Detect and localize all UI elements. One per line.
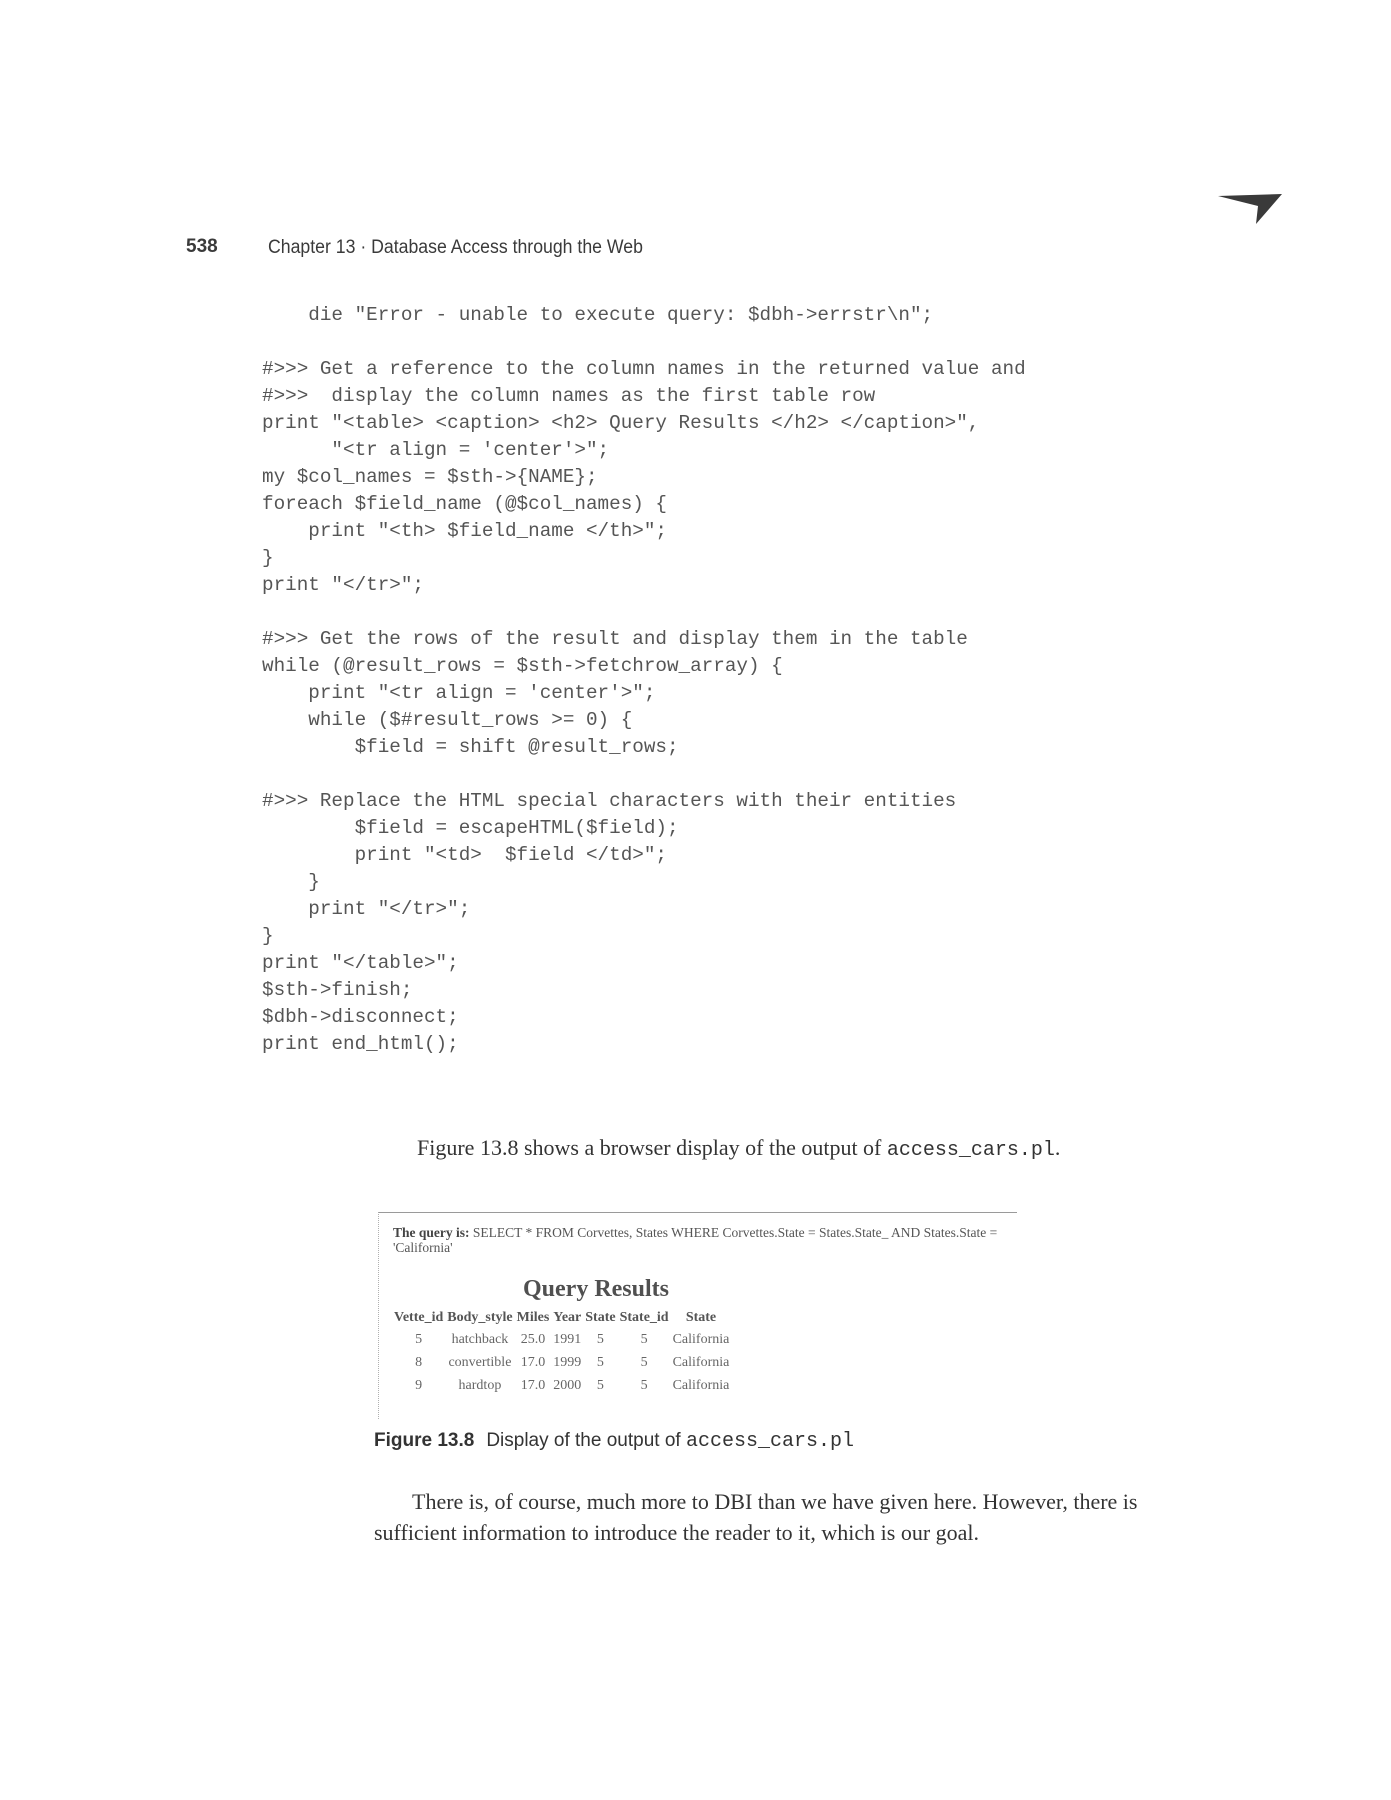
table-cell: 2000 — [553, 1377, 582, 1393]
table-cell: 5 — [596, 1354, 604, 1370]
code-line: } — [262, 547, 274, 569]
table-cell: 5 — [640, 1354, 648, 1370]
table-cell: 8 — [415, 1354, 423, 1370]
caption-label: Figure 13.8 — [374, 1430, 475, 1451]
table-cell: 5 — [415, 1331, 423, 1347]
code-line: #>>> Replace the HTML special characters with their entities — [262, 790, 957, 812]
column-header: Vette_id — [394, 1310, 444, 1325]
table-cell: 17.0 — [520, 1377, 546, 1393]
table-cell: hardtop — [458, 1377, 502, 1393]
code-line: print "<th> $field_name </th>"; — [262, 520, 667, 542]
corner-triangle-mark — [1218, 194, 1282, 224]
code-line: #>>> Get the rows of the result and display them in the table — [262, 628, 968, 650]
closing-paragraph — [374, 1486, 1154, 1548]
code-line: $field = shift @result_rows; — [262, 736, 679, 758]
column-header: State_id — [619, 1310, 669, 1325]
table-row — [392, 1351, 731, 1374]
browser-output-figure — [378, 1212, 1017, 1419]
table-cell: 1999 — [553, 1354, 582, 1370]
code-line: "<tr align = 'center'>"; — [262, 439, 610, 461]
code-line: foreach $field_name (@$col_names) { — [262, 493, 667, 515]
code-line: while (@result_rows = $sth->fetchrow_array) { — [262, 655, 783, 677]
code-line: #>>> Get a reference to the column names in the returned value and — [262, 358, 1026, 380]
intro-paragraph — [417, 1135, 1060, 1162]
code-line — [262, 761, 1162, 788]
code-line: $dbh->disconnect; — [262, 1006, 459, 1028]
column-header: Year — [553, 1310, 582, 1325]
code-line: print end_html(); — [262, 1033, 459, 1055]
table-cell: California — [672, 1354, 730, 1370]
table-cell: convertible — [448, 1354, 512, 1370]
code-line: $sth->finish; — [262, 979, 413, 1001]
results-table — [392, 1308, 731, 1397]
code-line: $field = escapeHTML($field); — [262, 817, 679, 839]
table-cell: 5 — [640, 1331, 648, 1347]
code-line: print "</tr>"; — [262, 898, 471, 920]
column-header: State — [585, 1310, 616, 1325]
column-header: Miles — [516, 1310, 550, 1325]
table-cell: 5 — [596, 1331, 604, 1347]
query-sql: SELECT * FROM Corvettes, States WHERE Corvettes.State = States.State_ AND States.State = 'California' — [393, 1225, 998, 1255]
code-line: my $col_names = $sth->{NAME}; — [262, 466, 598, 488]
code-line: } — [262, 925, 274, 947]
code-line: print "<td> $field </td>"; — [262, 844, 667, 866]
code-line: print "<table> <caption> <h2> Query Results </h2> </caption>", — [262, 412, 980, 434]
column-header: State — [685, 1310, 717, 1325]
column-header: Body_style — [447, 1310, 513, 1325]
perl-code-listing — [262, 302, 1162, 1058]
table-cell: 17.0 — [520, 1354, 546, 1370]
intro-code: access_cars.pl — [886, 1139, 1055, 1162]
query-label: The query is: — [393, 1225, 470, 1240]
code-line: die "Error - unable to execute query: $dbh->errstr\n"; — [262, 304, 934, 326]
code-line: print "</table>"; — [262, 952, 459, 974]
code-line — [262, 599, 1162, 626]
table-cell: hatchback — [451, 1331, 509, 1347]
code-line: #>>> display the column names as the first table row — [262, 385, 876, 407]
running-head: Chapter 13 · Database Access through the Web — [268, 237, 643, 258]
table-cell: 5 — [596, 1377, 604, 1393]
table-cell: California — [672, 1331, 730, 1347]
code-line: } — [262, 871, 320, 893]
code-line: print "<tr align = 'center'>"; — [262, 682, 656, 704]
caption-text: Display of the output of — [486, 1430, 686, 1451]
intro-text: Figure 13.8 shows a browser display of the output of — [417, 1135, 887, 1160]
table-header-row — [392, 1308, 731, 1328]
code-line: print "</tr>"; — [262, 574, 424, 596]
table-cell: California — [672, 1377, 730, 1393]
closing-text: There is, of course, much more to DBI than we have given here. However, there is sufficient information to introduce the reader to it, which is our goal. — [374, 1489, 1138, 1545]
intro-period: . — [1054, 1135, 1061, 1160]
results-title: Query Results — [523, 1276, 669, 1302]
figure-caption — [374, 1430, 854, 1453]
table-row — [392, 1328, 731, 1351]
code-line: while ($#result_rows >= 0) { — [262, 709, 633, 731]
table-cell: 9 — [415, 1377, 423, 1393]
page-number: 538 — [186, 236, 218, 257]
table-cell: 5 — [640, 1377, 648, 1393]
caption-code: access_cars.pl — [685, 1430, 854, 1453]
table-row — [392, 1374, 731, 1397]
table-cell: 25.0 — [520, 1331, 546, 1347]
query-statement — [393, 1225, 1013, 1255]
code-line — [262, 329, 1162, 356]
table-cell: 1991 — [553, 1331, 582, 1347]
